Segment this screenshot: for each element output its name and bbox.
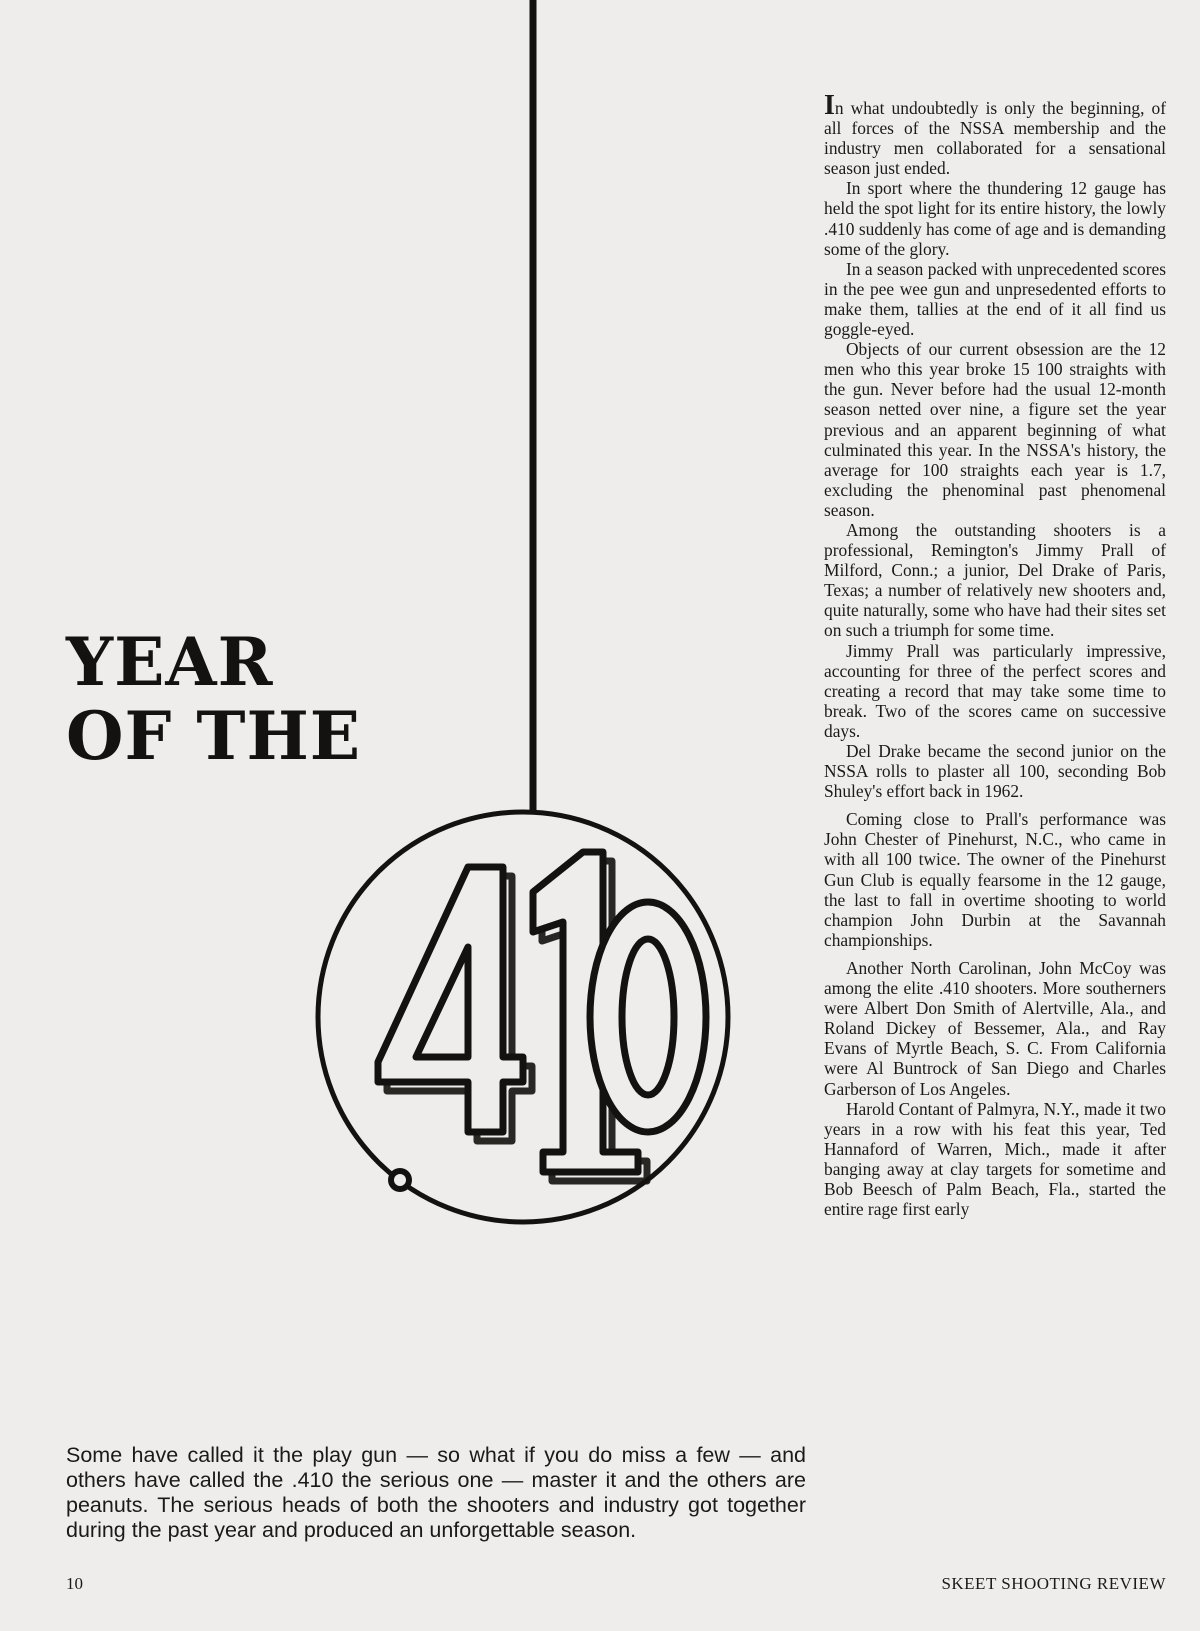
headline-line-2: OF THE [66,697,362,775]
intro-paragraph [66,1443,806,1543]
article-paragraph-10: Harold Contant of Palmyra, N.Y., made it two years in a row with his feat this year, Ted Hannaford of Warren, Mich., made it after banging away at clay targets for sometime and Bob Beesch of Palm Beach, Fla., started the entire rage first early [824,1098,1166,1220]
article-paragraph-2: In sport where the thundering 12 gauge has held the spot light for its entire history, the lowly .410 suddenly has come of age and is demanding some of the glory. [824,178,1166,259]
article-paragraph-1: In what undoubtedly is only the beginning, of all forces of the NSSA membership and the industry men collaborated for a sensational season just ended. [824,90,1166,179]
running-footer: SKEET SHOOTING REVIEW [941,1574,1166,1593]
article-paragraph-7: Del Drake became the second junior on the NSSA rolls to plaster all 100, seconding Bob Shuley's effort back in 1962. [824,741,1166,802]
410-numeral-graphic [318,812,728,1222]
article-paragraph-5: Among the outstanding shooters is a professional, Remington's Jimmy Prall of Milford, Conn.; a junior, Del Drake of Paris, Texas; a number of relatively new shooters and, quite naturally, some who have had their sites set on such a triumph for some time. [824,519,1166,641]
article-paragraph-3: In a season packed with unprecedented scores in the pee wee gun and unpresedented efforts to make them, tallies at the end of it all find us goggle-eyed. [824,258,1166,340]
article-paragraph-6: Jimmy Prall was particularly impressive, accounting for three of the perfect scores and creating a record that may take some time to break. Two of the scores came on successive days. [824,640,1166,741]
article-paragraph-9: Another North Carolinan, John McCoy was among the elite .410 shooters. More southerners were Albert Don Smith of Alertville, Ala., and Roland Dickey of Bessemer, Ala., and Ray Evans of Myrtle Beach, S. C. From California were Al Buntrock of San Diego and Charles Garberson of Los Angeles. [824,957,1166,1099]
headline [66,625,361,773]
drop-cap: I [824,90,835,121]
article-paragraph-8: Coming close to Prall's performance was John Chester of Pinehurst, N.C., who came in with all 100 twice. The owner of the Pinehurst Gun Club is equally fearsome in the 12 gauge, the last to fall in overtime shooting to world champion John Durbin at the Savannah championships. [824,809,1166,950]
article-paragraph-4: Objects of our current obsession are the 12 men who this year broke 15 100 straights with the gun. Never before had the usual 12-month season netted over nine, a figure set the year previous and an apparent beginning of what culminated this year. In the NSSA's history, the average for 100 straights each year is 1.7, excluding the phenominal past phenomenal season. [824,339,1166,520]
headline-line-1: YEAR [66,623,274,701]
intro-text: Some have called it the play gun — so what if you do miss a few — and others have called the .410 the serious one — master it and the others are peanuts. The serious heads of both the shooters and industry got together during the past year and produced an unforgettable season. [66,1443,806,1542]
article-column [824,90,1166,1220]
page-number: 10 [66,1574,83,1593]
410-numeral-text: .410 [318,812,320,813]
